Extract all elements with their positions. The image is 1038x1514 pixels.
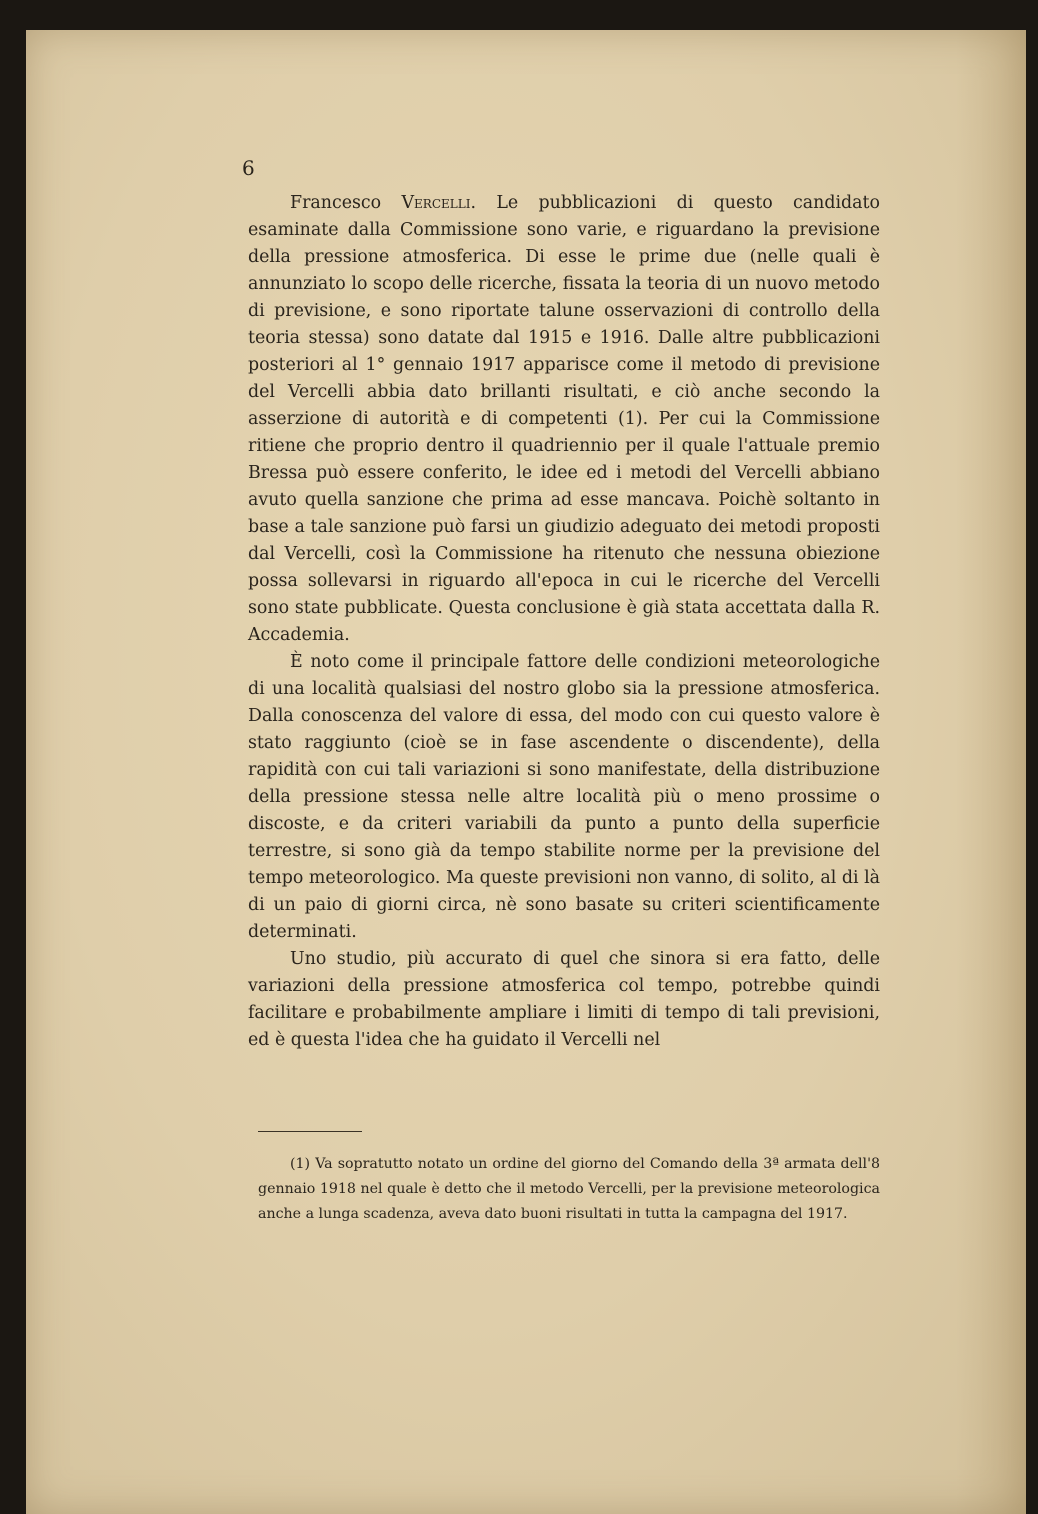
candidate-name: Vercelli	[401, 193, 471, 213]
footnote: (1) Va sopratutto notato un ordine del giorno del Comando della 3ª armata dell'8 gennaio 1918 nel quale è detto che il metodo Vercelli, per la previsione meteorologica anche a lunga scadenza, aveva dato buoni risultati in tutta la campagna del 1917.	[258, 1156, 880, 1222]
page-number: 6	[242, 156, 255, 180]
paragraph-vercelli-intro	[248, 190, 880, 649]
page-edge-shadow	[956, 30, 1026, 1514]
body-text	[248, 190, 880, 1054]
paragraph-pressure: È noto come il principale fattore delle condizioni meteorologiche di una località qualsiasi del nostro globo sia la pressione atmosferica. Dalla conoscenza del valore di essa, del modo con cui questo valore è stato raggiunto (cioè se in fase ascendente o discendente), della rapidità con cui tali variazioni si sono manifestate, della distribuzione della pressione stessa nelle altre località più o meno prossime o discoste, e da criteri variabili da punto a punto della superficie terrestre, si sono già da tempo stabilite norme per la previsione del tempo meteorologico. Ma queste previsioni non vanno, di solito, al di là di un paio di giorni circa, nè sono basate su criteri scientificamente determinati.	[248, 652, 880, 942]
footnote-divider	[258, 1131, 362, 1132]
paragraph-study: Uno studio, più accurato di quel che sinora si era fatto, delle variazioni della pressione atmosferica col tempo, potrebbe quindi facilitare e probabilmente ampliare i limiti di tempo di tali previsioni, ed è questa l'idea che ha guidato il Vercelli nel	[248, 949, 880, 1050]
paragraph-lead: Francesco	[290, 193, 402, 213]
paragraph-text: . Le pubblicazioni di questo candidato esaminate dalla Commissione sono varie, e riguardano la previsione della pressione atmosferica. Di esse le prime due (nelle quali è annunziato lo scopo delle ricerche, fissata la teoria di un nuovo metodo di previsione, e sono riportate talune osservazioni di controllo della teoria stessa) sono datate dal 1915 e 1916. Dalle altre pubblicazioni posteriori al 1° gennaio 1917 apparisce come il metodo di previsione del Vercelli abbia dato brillanti risultati, e ciò anche secondo la asserzione di autorità e di competenti (1). Per cui la Commissione ritiene che proprio dentro il quadriennio per il quale l'attuale premio Bressa può essere conferito, le idee ed i metodi del Vercelli abbiano avuto quella sanzione che prima ad esse mancava. Poichè soltanto in base a tale sanzione può farsi un giudizio adeguato dei metodi proposti dal Vercelli, così la Commissione ha ritenuto che nessuna obiezione possa sollevarsi in riguardo all'epoca in cui le ricerche del Vercelli sono state pubblicate. Questa conclusione è già stata accettata dalla R. Accademia.	[248, 193, 880, 645]
